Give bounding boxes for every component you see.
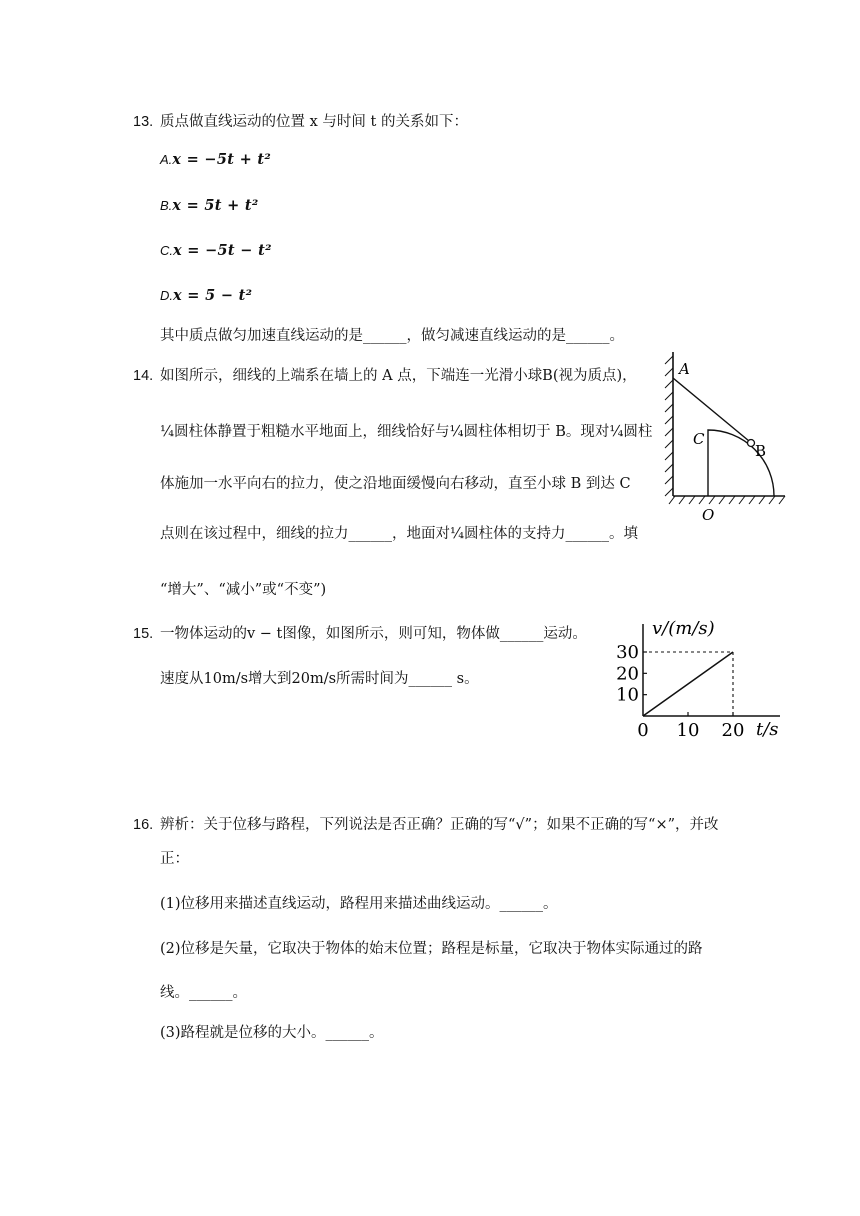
option-label: A. (160, 152, 173, 167)
q14-line-4: 点则在该过程中，细线的拉力______，地面对¼圆柱体的支持力______。填 (160, 526, 639, 542)
q14-number: 14. (133, 368, 154, 384)
ground (669, 496, 785, 504)
q15-line-1: 一物体运动的v − t图像，如图所示，则可知，物体做______运动。 (160, 626, 587, 642)
option-expr: x = −5t + t² (172, 151, 272, 168)
q15-line-2: 速度从10m/s增大到20m/s所需时间为______ s。 (160, 671, 479, 687)
label-a: A (679, 360, 690, 378)
q16-line-1: 辨析：关于位移与路程，下列说法是否正确？正确的写“√”；如果不正确的写“×”，并改 (160, 817, 719, 833)
quarter-cylinder (708, 430, 774, 496)
label-b: B (755, 442, 767, 460)
q13-option-a (160, 150, 271, 170)
q16-item-2: (2)位移是矢量，它取决于物体的始末位置；路程是标量，它取决于物体实际通过的路 (160, 941, 703, 957)
wall (665, 352, 673, 496)
y-tick-label: 10 (616, 684, 639, 706)
y-tick-label: 20 (616, 663, 639, 685)
q16-number: 16. (133, 817, 154, 833)
q13-number: 13. (133, 114, 154, 130)
x-tick-label: 10 (676, 720, 700, 741)
q15-vt-chart (606, 612, 790, 742)
q14-figure (655, 348, 790, 523)
y-tick-label: 30 (616, 642, 639, 663)
q14-line-3: 体施加一水平向右的拉力，使之沿地面缓慢向右移动，直至小球 B 到达 C (160, 476, 631, 492)
q15-number: 15. (133, 626, 154, 642)
q13-option-c (160, 241, 272, 261)
option-label: D. (160, 288, 173, 303)
q13-stem: 质点做直线运动的位置 x 与时间 t 的关系如下： (160, 114, 468, 130)
ball-b (748, 440, 755, 447)
q13-option-b (160, 196, 259, 216)
label-c: C (693, 430, 705, 448)
q16-item-1: (1)位移用来描述直线运动，路程用来描述曲线运动。______。 (160, 896, 558, 912)
option-expr: x = 5t + t² (172, 197, 259, 214)
q16-item-2-cont: 线。______。 (160, 985, 247, 1001)
string (673, 378, 749, 441)
q16-item-3: (3)路程就是位移的大小。______。 (160, 1025, 384, 1041)
q13-option-d (160, 286, 252, 306)
option-label: C. (160, 243, 173, 258)
q13-ask: 其中质点做匀加速直线运动的是______，做匀减速直线运动的是______。 (160, 328, 624, 344)
option-expr: x = −5t − t² (173, 242, 272, 259)
series-line (643, 652, 733, 716)
option-expr: x = 5 − t² (173, 287, 253, 304)
x-tick-label: 20 (721, 720, 745, 741)
q14-line-1: 如图所示，细线的上端系在墙上的 A 点，下端连一光滑小球B(视为质点)， (160, 368, 637, 384)
option-label: B. (160, 198, 173, 213)
y-axis-label: v/(m/s) (652, 618, 715, 639)
x-tick-label: 0 (637, 720, 649, 741)
q14-line-2: ¼圆柱体静置于粗糙水平地面上，细线恰好与¼圆柱体相切于 B。现对¼圆柱 (160, 424, 653, 440)
label-o: O (702, 506, 715, 523)
x-axis-label: t/s (756, 719, 779, 740)
q14-line-5: “增大”、“减小”或“不变”) (160, 582, 327, 598)
q16-line-2: 正： (160, 851, 189, 867)
